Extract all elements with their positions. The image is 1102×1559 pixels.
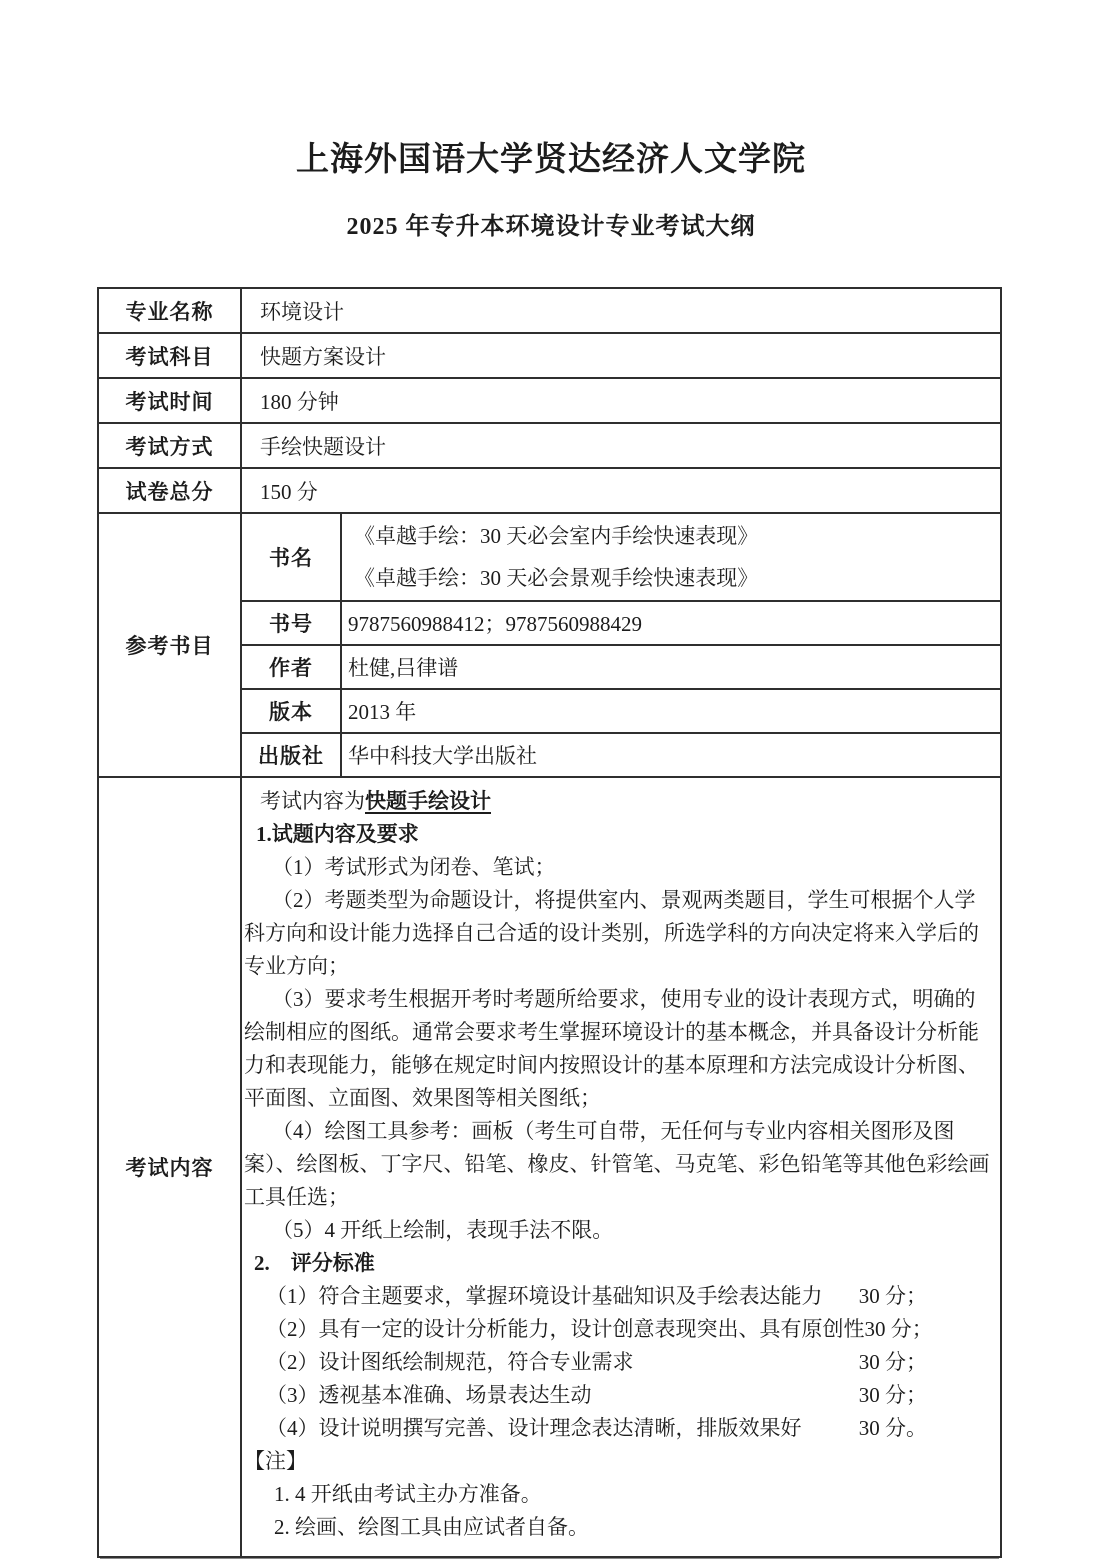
table-row bbox=[98, 513, 1001, 601]
book-title-line-2: 《卓越手绘：30 天必会景观手绘快速表现》 bbox=[354, 566, 759, 590]
table-row bbox=[98, 333, 1001, 378]
info-value-total-score: 150 分 bbox=[241, 468, 1001, 513]
requirement-item-1: （1）考试形式为闭卷、笔试； bbox=[272, 855, 556, 879]
scoring-item-5 bbox=[244, 1412, 994, 1445]
table-row bbox=[98, 468, 1001, 513]
scoring-item-1 bbox=[244, 1280, 994, 1313]
isbn-label: 书号 bbox=[241, 601, 341, 645]
requirement-item-4: （4）绘图工具参考：画板（考生可自带，无任何与专业内容相关图形及图案）、绘图板、丁字尺、铅笔、橡皮、针管笔、马克笔、彩色铅笔等其他色彩绘画工具任选； bbox=[244, 1119, 990, 1209]
info-label-major-name: 专业名称 bbox=[98, 288, 241, 333]
scoring-item-value: 30 分； bbox=[858, 1284, 927, 1308]
table-row bbox=[98, 777, 1001, 1557]
section-1-heading: 1.试题内容及要求 bbox=[256, 822, 419, 846]
section-2-heading: 2. 评分标准 bbox=[254, 1251, 375, 1275]
scoring-item-value: 30 分。 bbox=[858, 1416, 927, 1440]
scoring-item-value: 30 分； bbox=[864, 1317, 933, 1341]
info-label-total-score: 试卷总分 bbox=[98, 468, 241, 513]
info-value-major-name: 环境设计 bbox=[241, 288, 1001, 333]
scoring-item-text: （2）具有一定的设计分析能力，设计创意表现突出、具有原创性 bbox=[266, 1317, 865, 1341]
info-value-exam-method: 手绘快题设计 bbox=[241, 423, 1001, 468]
requirement-item-5: （5）4 开纸上绘制，表现手法不限。 bbox=[272, 1218, 614, 1242]
notes-heading: 【注】 bbox=[244, 1449, 307, 1473]
info-label-exam-subject: 考试科目 bbox=[98, 333, 241, 378]
info-value-exam-duration: 180 分钟 bbox=[241, 378, 1001, 423]
scoring-item-text: （3）透视基本准确、场景表达生动 bbox=[266, 1383, 592, 1407]
info-label-exam-duration: 考试时间 bbox=[98, 378, 241, 423]
author-value: 杜健,吕律谱 bbox=[341, 645, 1001, 689]
exam-content-body bbox=[241, 777, 1001, 1557]
scoring-item-value: 30 分； bbox=[858, 1350, 927, 1374]
publisher-label: 出版社 bbox=[241, 733, 341, 777]
edition-label: 版本 bbox=[241, 689, 341, 733]
scoring-item-value: 30 分； bbox=[858, 1383, 927, 1407]
scoring-item-4 bbox=[244, 1379, 994, 1412]
scoring-item-text: （4）设计说明撰写完善、设计理念表达清晰，排版效果好 bbox=[266, 1416, 802, 1440]
author-label: 作者 bbox=[241, 645, 341, 689]
scoring-item-2 bbox=[244, 1313, 994, 1346]
intro-highlight: 快题手绘设计 bbox=[365, 789, 491, 813]
table-row bbox=[98, 288, 1001, 333]
edition-value: 2013 年 bbox=[341, 689, 1001, 733]
info-label-exam-method: 考试方式 bbox=[98, 423, 241, 468]
info-value-exam-subject: 快题方案设计 bbox=[241, 333, 1001, 378]
requirement-item-2: （2）考题类型为命题设计，将提供室内、景观两类题目，学生可根据个人学科方向和设计能力选择自己合适的设计类别，所选学科的方向决定将来入学后的专业方向； bbox=[244, 888, 979, 978]
note-item-2: 2. 绘画、绘图工具由应试者自备。 bbox=[274, 1515, 589, 1539]
book-title-label: 书名 bbox=[241, 513, 341, 601]
isbn-value: 9787560988412；9787560988429 bbox=[341, 601, 1001, 645]
table-row bbox=[98, 423, 1001, 468]
intro-prefix: 考试内容为 bbox=[260, 789, 365, 813]
reference-books-label: 参考书目 bbox=[98, 513, 241, 777]
page-title: 上海外国语大学贤达经济人文学院 bbox=[296, 142, 806, 178]
publisher-value: 华中科技大学出版社 bbox=[341, 733, 1001, 777]
exam-content-intro bbox=[244, 785, 994, 818]
requirement-item-3: （3）要求考生根据开考时考题所给要求，使用专业的设计表现方式，明确的绘制相应的图纸。通常会要求考生掌握环境设计的基本概念，并具备设计分析能力和表现能力，能够在规定时间内按照设计的基本原理和方法完成设计分析图、平面图、立面图、效果图等相关图纸； bbox=[244, 987, 979, 1110]
scoring-item-text: （2）设计图纸绘制规范，符合专业需求 bbox=[266, 1350, 634, 1374]
book-title-line-1: 《卓越手绘：30 天必会室内手绘快速表现》 bbox=[354, 524, 759, 548]
page-subtitle: 2025 年专升本环境设计专业考试大纲 bbox=[346, 214, 756, 240]
exam-content-label: 考试内容 bbox=[98, 777, 241, 1557]
syllabus-table bbox=[97, 287, 1002, 1558]
scoring-item-text: （1）符合主题要求，掌握环境设计基础知识及手绘表达能力 bbox=[266, 1284, 823, 1308]
scoring-item-3 bbox=[244, 1346, 994, 1379]
book-title-value bbox=[341, 513, 1001, 601]
note-item-1: 1. 4 开纸由考试主办方准备。 bbox=[274, 1482, 542, 1506]
table-row bbox=[98, 378, 1001, 423]
